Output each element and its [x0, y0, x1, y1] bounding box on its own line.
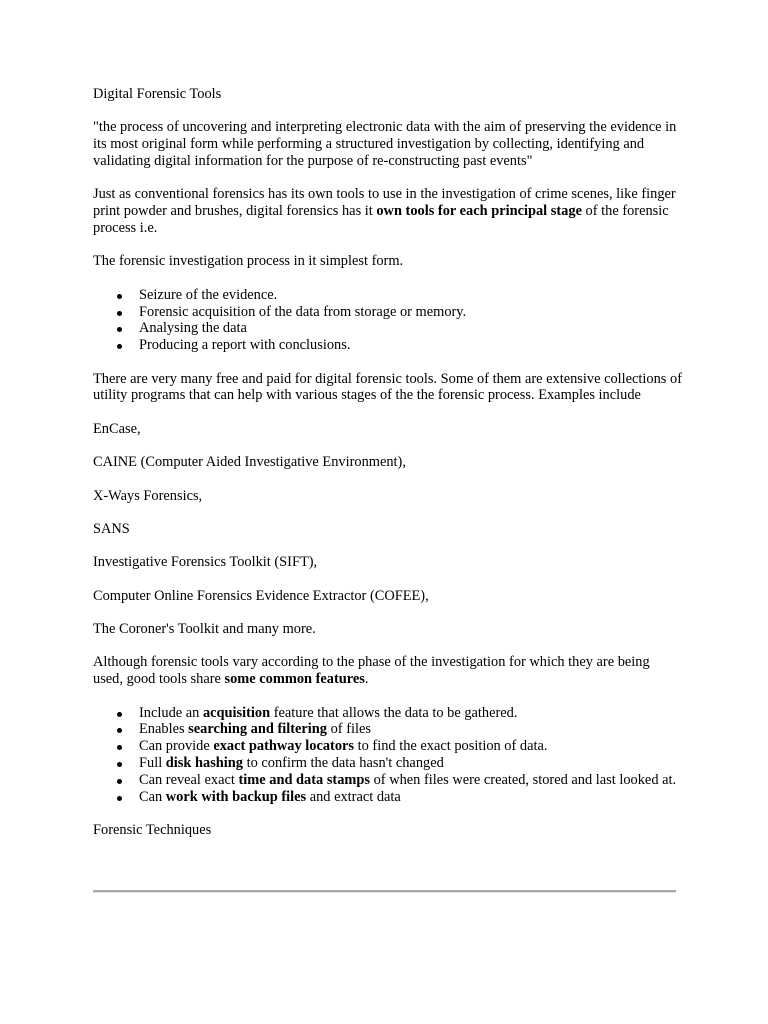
tool-caine: CAINE (Computer Aided Investigative Environment),: [93, 454, 406, 471]
page-title: Digital Forensic Tools: [93, 86, 222, 102]
feature-text: feature that allows the data to be gathered.: [270, 704, 518, 721]
intro-emphasis: own tools for each principal stage: [376, 203, 582, 220]
feature-emphasis: time and data stamps: [238, 771, 371, 788]
list-item: Producing a report with conclusions.: [139, 337, 683, 354]
feature-emphasis: work with backup files: [165, 788, 307, 805]
intro-text-start: Just as conventional forensics has its own tools to use in the investigation of crime scenes, like finger print powder and brushes, digital forensics has it: [93, 186, 676, 220]
list-item: Seizure of the evidence.: [139, 287, 683, 304]
feature-text: of files: [327, 721, 371, 738]
feature-text: Can: [139, 788, 166, 805]
document-body: [93, 86, 683, 855]
feature-text: Can provide: [139, 738, 214, 755]
features-list: [93, 705, 683, 806]
features-intro: [93, 654, 683, 688]
list-item: Analysing the data: [139, 320, 683, 337]
feature-text: of when files were created, stored and last looked at.: [370, 771, 677, 788]
tool-sans: SANS: [93, 520, 130, 537]
feature-emphasis: disk hashing: [165, 755, 243, 772]
feature-emphasis: exact pathway locators: [213, 738, 355, 755]
feature-text: to confirm the data hasn't changed: [243, 755, 444, 772]
feature-text: Include an: [139, 704, 203, 721]
features-intro-emphasis: some common features: [224, 671, 365, 688]
list-item: [139, 721, 683, 738]
list-item: [139, 705, 683, 722]
list-item: Forensic acquisition of the data from storage or memory.: [139, 304, 683, 321]
tool-encase: EnCase,: [93, 420, 141, 437]
process-steps-list: [93, 287, 683, 354]
definition-quote: "the process of uncovering and interpreting electronic data with the aim of preserving the evidence in its most original form while performing a structured investigation by collecting, identifying and validating digital information for the purpose of re-constructing past events": [93, 119, 677, 169]
tool-x-ways: X-Ways Forensics,: [93, 487, 203, 504]
feature-text: Enables: [139, 721, 189, 738]
features-intro-end: .: [364, 671, 369, 688]
tool-coroners-toolkit: The Coroner's Toolkit and many more.: [93, 621, 316, 638]
feature-text: Can reveal exact: [139, 771, 239, 788]
intro-text-end: of the forensic process i.e.: [93, 203, 669, 236]
feature-text: and extract data: [306, 788, 401, 805]
features-intro-start: Although forensic tools vary according to the phase of the investigation for which they are being used, good tools share: [93, 654, 650, 688]
process-heading: The forensic investigation process in it simplest form.: [93, 253, 404, 270]
section-heading-forensic-techniques: Forensic Techniques: [93, 822, 212, 839]
tool-cofee: Computer Online Forensics Evidence Extractor (COFEE),: [93, 587, 429, 604]
feature-emphasis: acquisition: [202, 704, 271, 721]
list-item: [139, 755, 683, 772]
list-item: [139, 738, 683, 755]
horizontal-divider: [93, 890, 676, 893]
intro-paragraph: [93, 186, 683, 236]
feature-emphasis: searching and filtering: [188, 721, 328, 738]
feature-text: Full: [139, 755, 166, 772]
list-item: [139, 772, 683, 789]
tools-intro: There are very many free and paid for digital forensic tools. Some of them are extensive collections of utility programs that can help with various stages of the the forensic process. Examples include: [93, 370, 682, 404]
feature-text: to find the exact position of data.: [354, 738, 548, 755]
tool-sift: Investigative Forensics Toolkit (SIFT),: [93, 554, 318, 571]
list-item: [139, 789, 683, 806]
